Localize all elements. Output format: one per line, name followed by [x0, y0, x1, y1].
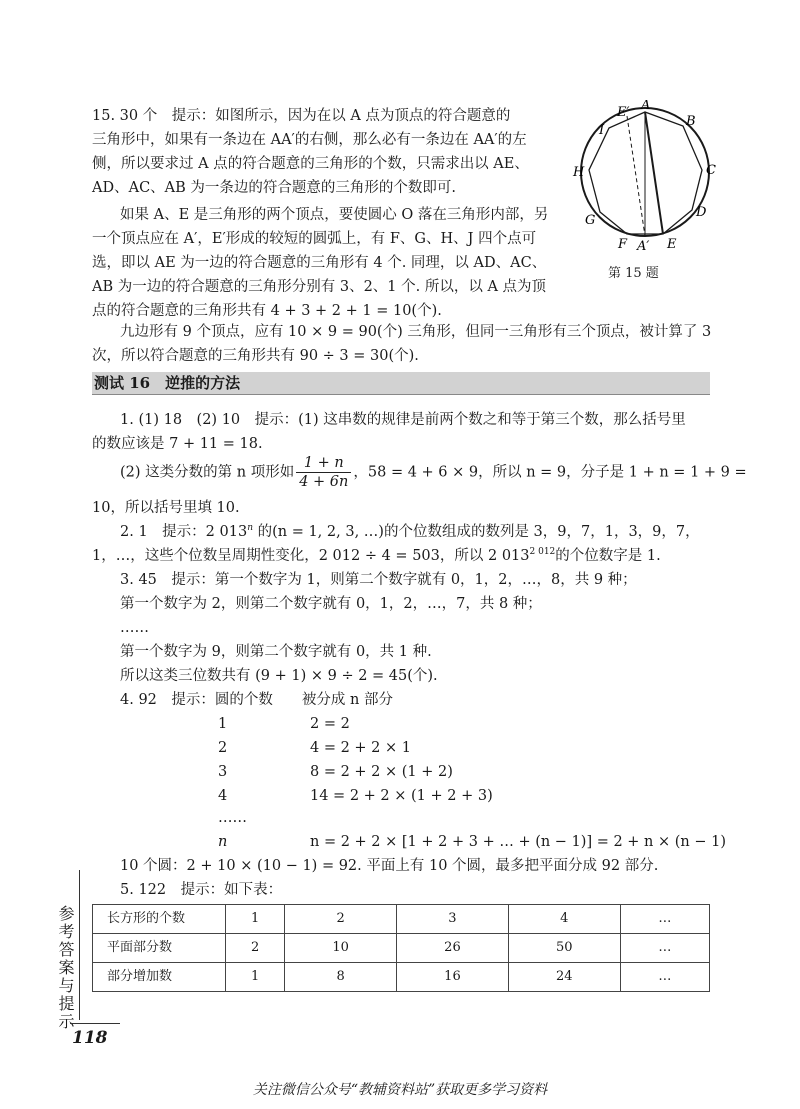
q4-conclusion: 10 个圆：2 + 10 × (10 − 1) = 92. 平面上有 10 个圆，最多把平面分成 92 部分.: [120, 858, 659, 874]
section-header: [92, 372, 710, 395]
q2-exponent-n: n: [247, 523, 253, 534]
label-f: F: [618, 237, 628, 252]
q1-line4: 10，所以括号里填 10.: [92, 500, 240, 516]
table-cell: 2: [285, 905, 397, 934]
segment-e-prime-a-prime: [627, 116, 645, 236]
table-cell: 24: [508, 963, 620, 992]
q1-line3: [120, 454, 747, 491]
q15-line3: 侧，所以要求过 A 点的符合题意的三角形的个数，只需求出以 AE、: [92, 156, 529, 172]
table-cell: …: [620, 905, 709, 934]
q15-line6: 一个顶点应在 A′，E′形成的较短的圆弧上，有 F、G、H、J 四个点可: [92, 231, 537, 247]
q15-line5: 如果 A、E 是三角形的两个顶点，要使圆心 O 落在三角形内部，另: [120, 207, 549, 223]
q4-row-value-n: n = 2 + 2 × [1 + 2 + 3 + … + (n − 1)] = 2 + n × (n − 1): [310, 834, 727, 850]
q4-row-count-n: n: [218, 834, 228, 850]
table-cell: 50: [508, 934, 620, 963]
table-row: [93, 963, 710, 992]
label-b: B: [686, 114, 696, 129]
nonagon-circle-figure: [565, 100, 725, 280]
q4-row-count-2: 2: [218, 740, 228, 756]
label-e-prime: E′: [617, 105, 630, 120]
q2-line1-text-b: 的(n = 1, 2, 3, …)的个位数组成的数列是 3，9，7，1，3，9，7，: [252, 524, 700, 540]
table-cell: …: [620, 934, 709, 963]
label-d: D: [696, 205, 707, 220]
table-cell: 16: [397, 963, 509, 992]
q2-line1: [120, 520, 740, 544]
q4-row-value-2: 4 = 2 + 2 × 1: [310, 740, 412, 756]
label-h: H: [573, 165, 585, 180]
q3-line3: ……: [120, 620, 149, 636]
side-rule: [79, 870, 80, 1020]
q1-line2: 的数应该是 7 + 11 = 18.: [92, 436, 263, 452]
table-cell: 2: [226, 934, 285, 963]
label-a-prime: A′: [637, 239, 650, 254]
table-cell: 3: [397, 905, 509, 934]
q15-line4: AD、AC、AB 为一条边的符合题意的三角形的个数即可.: [92, 180, 457, 196]
q5-line1: 5. 122 提示：如下表：: [120, 882, 283, 898]
footer-note: 关注微信公众号“教辅资料站”获取更多学习资料: [252, 1082, 548, 1098]
q15-line1: 15. 30 个 提示：如图所示，因为在以 A 点为顶点的符合题意的: [92, 108, 511, 124]
label-i: I: [599, 123, 605, 138]
side-label: 参考答案与提示: [56, 905, 75, 1031]
q3-line5: 所以这类三位数共有 (9 + 1) × 9 ÷ 2 = 45(个).: [120, 668, 438, 684]
q2-line2-text-b: 的个位数字是 1.: [555, 548, 661, 564]
q3-line4: 第一个数字为 9，则第二个数字就有 0，共 1 种.: [120, 644, 432, 660]
q15-line7: 选，即以 AE 为一边的符合题意的三角形有 4 个. 同理，以 AD、AC、: [92, 255, 547, 271]
table-cell: 4: [508, 905, 620, 934]
q4-line1: 4. 92 提示：圆的个数 被分成 n 部分: [120, 692, 393, 708]
q4-row-value-3: 8 = 2 + 2 × (1 + 2): [310, 764, 453, 780]
figure-caption: 第 15 题: [608, 266, 659, 281]
q4-row-count-1: 1: [218, 716, 228, 732]
section-title: 测试 16 逆推的方法: [94, 374, 241, 392]
q4-row-count-4: 4: [218, 788, 228, 804]
q4-row-value-4: 14 = 2 + 2 × (1 + 2 + 3): [310, 788, 493, 804]
label-a: A: [641, 100, 651, 113]
table-row: [93, 905, 710, 934]
q15-line9: 点的符合题意的三角形共有 4 + 3 + 2 + 1 = 10(个).: [92, 303, 442, 319]
table-cell: 8: [285, 963, 397, 992]
label-c: C: [706, 163, 716, 178]
table-cell: …: [620, 963, 709, 992]
table-cell: 长方形的个数: [93, 905, 226, 934]
label-g: G: [585, 213, 596, 228]
q4-row-value-1: 2 = 2: [310, 716, 350, 732]
q2-line2: [92, 544, 712, 568]
table-cell: 1: [226, 963, 285, 992]
table-cell: 1: [226, 905, 285, 934]
q2-line1-text-a: 2. 1 提示：2 013: [120, 524, 248, 540]
q2-line2-text-a: 1，…，这些个位数呈周期性变化，2 012 ÷ 4 = 503，所以 2 013: [92, 548, 530, 564]
q1-line3-text-b: ，58 = 4 + 6 × 9，所以 n = 9，分子是 1 + n = 1 + 9 =: [353, 464, 747, 481]
q15-line2: 三角形中，如果有一条边在 AA′的右侧，那么必有一条边在 AA′的左: [92, 132, 527, 148]
q3-line1: 3. 45 提示：第一个数字为 1，则第二个数字就有 0，1，2，…，8，共 9 种；: [120, 572, 637, 588]
rectangle-table: [92, 904, 710, 992]
q3-line2: 第一个数字为 2，则第二个数字就有 0，1，2，…，7，共 8 种；: [120, 596, 542, 612]
q1-line3-text-a: (2) 这类分数的第 n 项形如: [120, 464, 295, 481]
fraction-numerator: 1 + n: [296, 454, 351, 473]
table-cell: 10: [285, 934, 397, 963]
fraction-denominator: 4 + 6n: [299, 474, 349, 490]
table-cell: 部分增加数: [93, 963, 226, 992]
table-row: [93, 934, 710, 963]
fraction: [296, 454, 351, 491]
label-e: E: [667, 237, 677, 252]
segment-ae: [645, 112, 663, 234]
page-number: 118: [72, 1028, 108, 1048]
q15-line10: 九边形有 9 个顶点，应有 10 × 9 = 90(个) 三角形，但同一三角形有三个顶点，被计算了 3: [120, 324, 712, 340]
q15-line8: AB 为一边的符合题意的三角形分别有 3、2、1 个. 所以，以 A 点为顶: [92, 279, 547, 295]
table-cell: 平面部分数: [93, 934, 226, 963]
table-cell: 26: [397, 934, 509, 963]
q2-exponent-2012: 2 012: [529, 547, 556, 558]
q15-line11: 次，所以符合题意的三角形共有 90 ÷ 3 = 30(个).: [92, 348, 419, 364]
q4-row-count-3: 3: [218, 764, 228, 780]
q1-line1: 1. (1) 18 (2) 10 提示：(1) 这串数的规律是前两个数之和等于第三个数，那么括号里: [120, 412, 686, 428]
q4-row-ellipsis: ……: [218, 810, 247, 826]
